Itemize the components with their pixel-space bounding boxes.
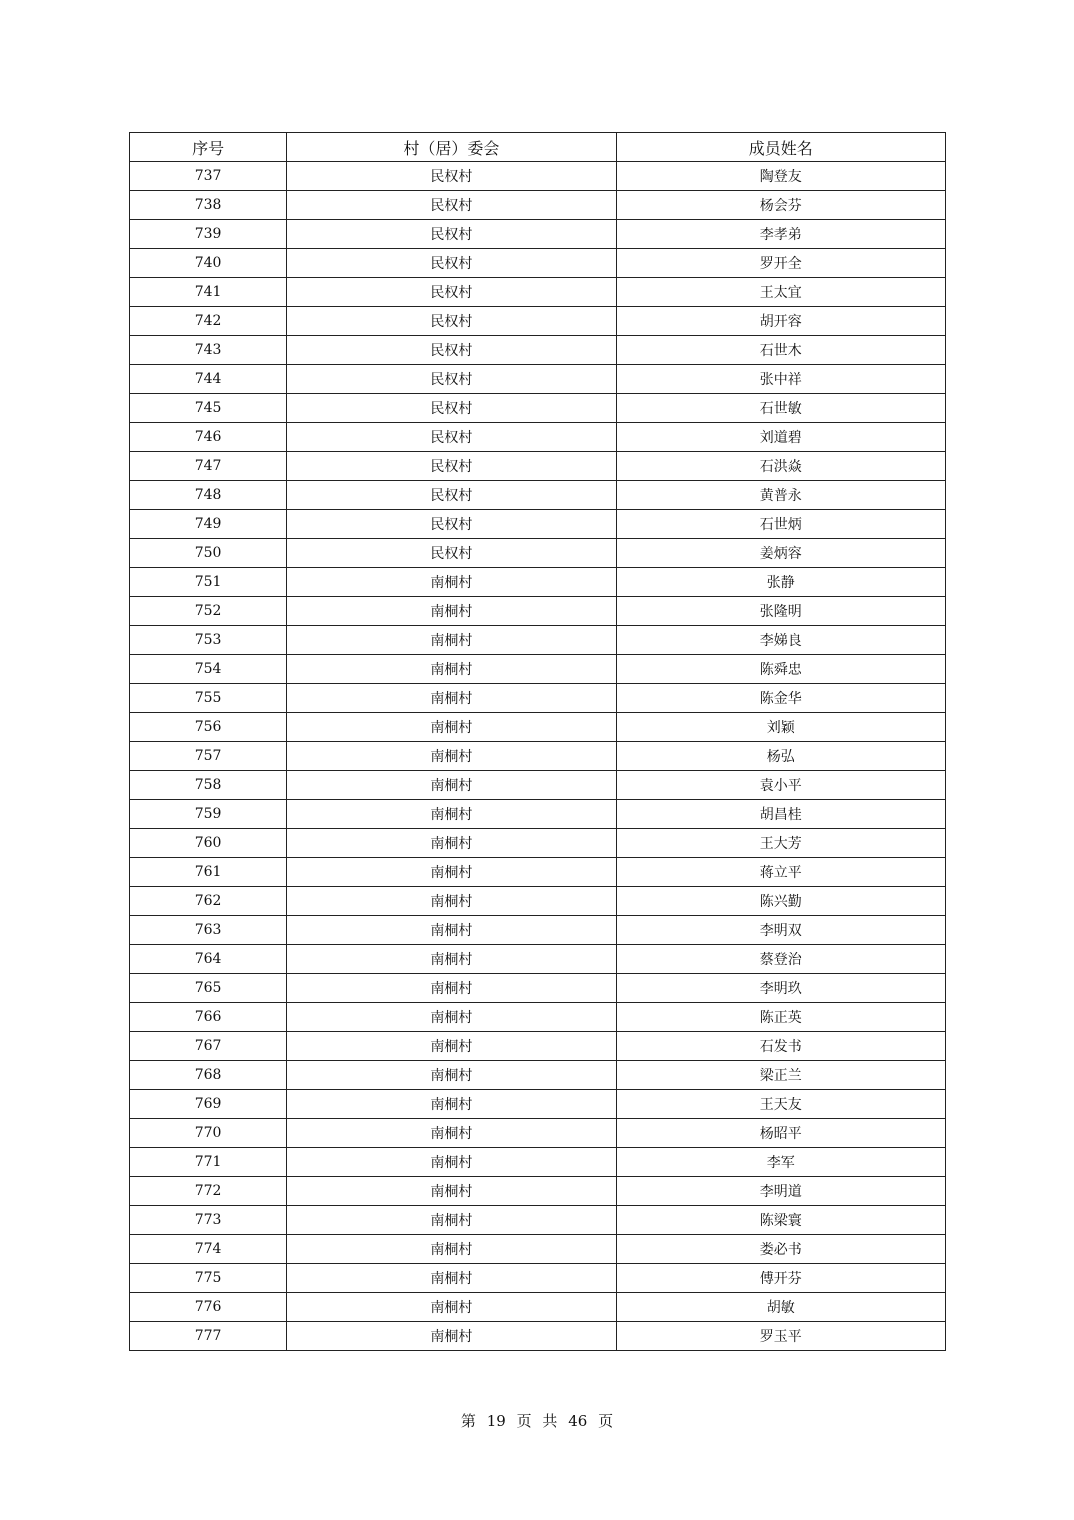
cell-index: 744 (130, 365, 287, 394)
table-row (130, 655, 946, 684)
cell-index: 749 (130, 510, 287, 539)
cell-member-name: 刘道碧 (616, 423, 945, 452)
table-header-row (130, 133, 946, 162)
cell-village-committee: 民权村 (287, 336, 616, 365)
cell-member-name: 胡开容 (616, 307, 945, 336)
cell-member-name: 胡敏 (616, 1293, 945, 1322)
table-row (130, 945, 946, 974)
cell-member-name: 姜炳容 (616, 539, 945, 568)
cell-index: 776 (130, 1293, 287, 1322)
cell-village-committee: 南桐村 (287, 1148, 616, 1177)
cell-member-name: 罗开全 (616, 249, 945, 278)
cell-index: 763 (130, 916, 287, 945)
table-row (130, 510, 946, 539)
cell-member-name: 蔡登治 (616, 945, 945, 974)
header-index: 序号 (130, 133, 287, 162)
cell-village-committee: 南桐村 (287, 655, 616, 684)
cell-index: 774 (130, 1235, 287, 1264)
cell-index: 775 (130, 1264, 287, 1293)
table-row (130, 1148, 946, 1177)
cell-village-committee: 南桐村 (287, 945, 616, 974)
table-row (130, 191, 946, 220)
cell-village-committee: 南桐村 (287, 626, 616, 655)
table-row (130, 1235, 946, 1264)
cell-village-committee: 南桐村 (287, 1235, 616, 1264)
cell-village-committee: 南桐村 (287, 742, 616, 771)
cell-index: 768 (130, 1061, 287, 1090)
cell-village-committee: 南桐村 (287, 800, 616, 829)
table-row (130, 307, 946, 336)
cell-village-committee: 民权村 (287, 162, 616, 191)
cell-village-committee: 民权村 (287, 307, 616, 336)
cell-index: 755 (130, 684, 287, 713)
cell-member-name: 王天友 (616, 1090, 945, 1119)
table-row (130, 626, 946, 655)
table-row (130, 452, 946, 481)
table-row (130, 597, 946, 626)
cell-village-committee: 民权村 (287, 423, 616, 452)
cell-index: 748 (130, 481, 287, 510)
table-row (130, 1322, 946, 1351)
cell-index: 761 (130, 858, 287, 887)
cell-village-committee: 南桐村 (287, 887, 616, 916)
footer-page-word: 页 (516, 1412, 532, 1430)
cell-member-name: 杨昭平 (616, 1119, 945, 1148)
table-row (130, 1264, 946, 1293)
cell-village-committee: 南桐村 (287, 1264, 616, 1293)
footer-current-page: 19 (486, 1412, 506, 1430)
table-row (130, 887, 946, 916)
cell-village-committee: 民权村 (287, 394, 616, 423)
cell-village-committee: 民权村 (287, 481, 616, 510)
cell-index: 767 (130, 1032, 287, 1061)
cell-member-name: 石世木 (616, 336, 945, 365)
cell-index: 742 (130, 307, 287, 336)
table-row (130, 365, 946, 394)
cell-index: 753 (130, 626, 287, 655)
table-row (130, 1003, 946, 1032)
footer-total-word: 共 (542, 1412, 558, 1430)
cell-index: 764 (130, 945, 287, 974)
table-row (130, 539, 946, 568)
cell-member-name: 陈梁寰 (616, 1206, 945, 1235)
cell-member-name: 黄普永 (616, 481, 945, 510)
table-row (130, 394, 946, 423)
cell-village-committee: 民权村 (287, 278, 616, 307)
cell-member-name: 梁正兰 (616, 1061, 945, 1090)
cell-member-name: 刘颖 (616, 713, 945, 742)
cell-village-committee: 民权村 (287, 539, 616, 568)
cell-village-committee: 民权村 (287, 220, 616, 249)
cell-village-committee: 南桐村 (287, 1061, 616, 1090)
cell-member-name: 傅开芬 (616, 1264, 945, 1293)
cell-member-name: 陈舜忠 (616, 655, 945, 684)
cell-index: 747 (130, 452, 287, 481)
table-row (130, 771, 946, 800)
cell-member-name: 陶登友 (616, 162, 945, 191)
cell-index: 769 (130, 1090, 287, 1119)
member-roster-table (129, 132, 946, 1351)
cell-index: 757 (130, 742, 287, 771)
table-row (130, 220, 946, 249)
cell-member-name: 李明双 (616, 916, 945, 945)
table-row (130, 713, 946, 742)
cell-village-committee: 南桐村 (287, 684, 616, 713)
cell-member-name: 李孝弟 (616, 220, 945, 249)
table-row (130, 916, 946, 945)
cell-index: 772 (130, 1177, 287, 1206)
cell-member-name: 胡昌桂 (616, 800, 945, 829)
cell-village-committee: 南桐村 (287, 1003, 616, 1032)
cell-index: 765 (130, 974, 287, 1003)
cell-village-committee: 民权村 (287, 191, 616, 220)
cell-member-name: 娄必书 (616, 1235, 945, 1264)
table-row (130, 336, 946, 365)
table-row (130, 1293, 946, 1322)
cell-index: 738 (130, 191, 287, 220)
cell-member-name: 杨弘 (616, 742, 945, 771)
cell-member-name: 石世炳 (616, 510, 945, 539)
cell-village-committee: 南桐村 (287, 568, 616, 597)
cell-member-name: 罗玉平 (616, 1322, 945, 1351)
cell-village-committee: 南桐村 (287, 713, 616, 742)
cell-village-committee: 南桐村 (287, 1119, 616, 1148)
cell-village-committee: 南桐村 (287, 597, 616, 626)
cell-member-name: 张中祥 (616, 365, 945, 394)
table-row (130, 1177, 946, 1206)
cell-index: 741 (130, 278, 287, 307)
cell-village-committee: 南桐村 (287, 771, 616, 800)
cell-village-committee: 南桐村 (287, 1206, 616, 1235)
cell-index: 752 (130, 597, 287, 626)
cell-index: 754 (130, 655, 287, 684)
cell-index: 762 (130, 887, 287, 916)
cell-index: 766 (130, 1003, 287, 1032)
table-row (130, 1061, 946, 1090)
cell-index: 773 (130, 1206, 287, 1235)
cell-member-name: 李军 (616, 1148, 945, 1177)
cell-village-committee: 民权村 (287, 365, 616, 394)
cell-village-committee: 民权村 (287, 249, 616, 278)
table-row (130, 684, 946, 713)
cell-index: 756 (130, 713, 287, 742)
page-footer (0, 1410, 1074, 1431)
footer-prefix: 第 (460, 1412, 476, 1430)
cell-member-name: 蒋立平 (616, 858, 945, 887)
table-row (130, 1090, 946, 1119)
cell-index: 745 (130, 394, 287, 423)
table-row (130, 278, 946, 307)
cell-index: 739 (130, 220, 287, 249)
cell-village-committee: 南桐村 (287, 974, 616, 1003)
table-row (130, 481, 946, 510)
cell-member-name: 石世敏 (616, 394, 945, 423)
cell-member-name: 石洪焱 (616, 452, 945, 481)
header-member-name: 成员姓名 (616, 133, 945, 162)
table-row (130, 1206, 946, 1235)
cell-member-name: 袁小平 (616, 771, 945, 800)
cell-village-committee: 民权村 (287, 452, 616, 481)
cell-index: 770 (130, 1119, 287, 1148)
footer-total-pages: 46 (568, 1412, 588, 1430)
footer-suffix: 页 (598, 1412, 614, 1430)
cell-village-committee: 南桐村 (287, 1293, 616, 1322)
table-row (130, 800, 946, 829)
cell-member-name: 杨会芬 (616, 191, 945, 220)
cell-member-name: 李明道 (616, 1177, 945, 1206)
table-row (130, 1119, 946, 1148)
table-row (130, 162, 946, 191)
cell-village-committee: 南桐村 (287, 829, 616, 858)
cell-member-name: 王太宜 (616, 278, 945, 307)
cell-index: 750 (130, 539, 287, 568)
cell-village-committee: 南桐村 (287, 916, 616, 945)
table-row (130, 568, 946, 597)
cell-village-committee: 南桐村 (287, 1032, 616, 1061)
cell-index: 760 (130, 829, 287, 858)
cell-village-committee: 民权村 (287, 510, 616, 539)
cell-index: 746 (130, 423, 287, 452)
cell-member-name: 石发书 (616, 1032, 945, 1061)
table-row (130, 974, 946, 1003)
cell-index: 771 (130, 1148, 287, 1177)
cell-member-name: 陈兴勤 (616, 887, 945, 916)
cell-member-name: 李娣良 (616, 626, 945, 655)
table-body (130, 162, 946, 1351)
cell-member-name: 李明玖 (616, 974, 945, 1003)
header-village-committee: 村（居）委会 (287, 133, 616, 162)
cell-village-committee: 南桐村 (287, 1322, 616, 1351)
table-row (130, 829, 946, 858)
cell-index: 758 (130, 771, 287, 800)
cell-village-committee: 南桐村 (287, 1090, 616, 1119)
table-row (130, 423, 946, 452)
cell-index: 759 (130, 800, 287, 829)
table-row (130, 742, 946, 771)
cell-village-committee: 南桐村 (287, 858, 616, 887)
cell-member-name: 王大芳 (616, 829, 945, 858)
table-row (130, 858, 946, 887)
cell-index: 751 (130, 568, 287, 597)
cell-member-name: 陈金华 (616, 684, 945, 713)
table-row (130, 249, 946, 278)
cell-index: 740 (130, 249, 287, 278)
cell-village-committee: 南桐村 (287, 1177, 616, 1206)
cell-index: 743 (130, 336, 287, 365)
table-row (130, 1032, 946, 1061)
cell-index: 777 (130, 1322, 287, 1351)
cell-index: 737 (130, 162, 287, 191)
cell-member-name: 张隆明 (616, 597, 945, 626)
cell-member-name: 陈正英 (616, 1003, 945, 1032)
cell-member-name: 张静 (616, 568, 945, 597)
